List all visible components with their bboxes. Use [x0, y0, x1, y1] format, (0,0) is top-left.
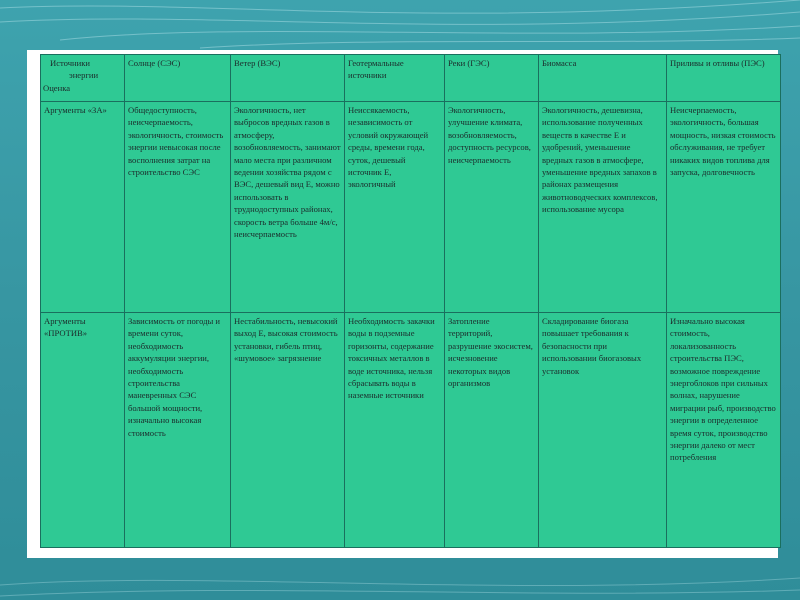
corner-line-rating: Оценка — [43, 82, 71, 93]
cell-pros-tides: Неисчерпаемость, экологичность, большая мощность, низкая стоимость обслуживания, не требует никаких видов топлива для запуска, долговечность — [667, 102, 781, 313]
cell-cons-tides: Изначально высокая стоимость, локализованность строительства ПЭС, возможное повреждение энергоблоков при сильных волнах, нарушение миграции рыб, производство энергии в определенное время суток, производство энергии далеко от мест потребления — [667, 313, 781, 548]
table-corner-cell — [41, 55, 125, 102]
table-row-pros — [41, 102, 781, 313]
cell-cons-rivers: Затопление территорий, разрушение экосистем, исчезновение некоторых видов организмов — [445, 313, 539, 548]
cell-pros-geothermal: Неиссякаемость, независимость от условий окружающей среды, времени года, суток, дешевый источник Е, экологичный — [345, 102, 445, 313]
cell-pros-biomass: Экологичность, дешевизна, использование полученных веществ в качестве Е и удобрений, уменьшение вредных газов в атмосфере, уменьшение вредных запахов в районах размещения животноводческих комплексов, использование мусора — [539, 102, 667, 313]
column-header-wind: Ветер (ВЭС) — [231, 55, 345, 102]
corner-line-energy: энергии — [69, 70, 99, 81]
corner-line-sources: Источники — [50, 58, 91, 68]
column-header-rivers: Реки (ГЭС) — [445, 55, 539, 102]
cell-pros-wind: Экологичность, нет выбросов вредных газов в атмосферу, возобновляемость, занимают мало места при различном ведении хозяйства рядом с ВЭС, дешевый вид Е, можно использовать в труднодоступных районах, скорость ветра больше 4м/с, неисчерпаемость — [231, 102, 345, 313]
cell-cons-wind: Нестабильность, невысокий выход Е, высокая стоимость установки, гибель птиц, «шумовое» загрязнение — [231, 313, 345, 548]
table-row-cons — [41, 313, 781, 548]
row-label-pros: Аргументы «ЗА» — [41, 102, 125, 313]
column-header-tides: Приливы и отливы (ПЭС) — [667, 55, 781, 102]
row-label-cons: Аргументы «ПРОТИВ» — [41, 313, 125, 548]
table-header-row — [41, 55, 781, 102]
column-header-sun: Солнце (СЭС) — [125, 55, 231, 102]
energy-sources-table — [40, 54, 781, 548]
column-header-geothermal: Геотермальные источники — [345, 55, 445, 102]
cell-pros-rivers: Экологичность, улучшение климата, возобновляемость, доступность ресурсов, неисчерпаемость — [445, 102, 539, 313]
cell-cons-geothermal: Необходимость закачки воды в подземные горизонты, содержание токсичных металлов в воде источника, нельзя сбрасывать воды в наземные источники — [345, 313, 445, 548]
cell-cons-biomass: Складирование биогаза повышает требования к безопасности при использовании биогазовых установок — [539, 313, 667, 548]
cell-pros-sun: Общедоступность, неисчерпаемость, экологичность, стоимость энергии невысокая после восполнения затрат на строительство СЭС — [125, 102, 231, 313]
cell-cons-sun: Зависимость от погоды и времени суток, необходимость аккумуляции энергии, необходимость строительства маневренных СЭС большой мощности, изначально высокая стоимость — [125, 313, 231, 548]
column-header-biomass: Биомасса — [539, 55, 667, 102]
